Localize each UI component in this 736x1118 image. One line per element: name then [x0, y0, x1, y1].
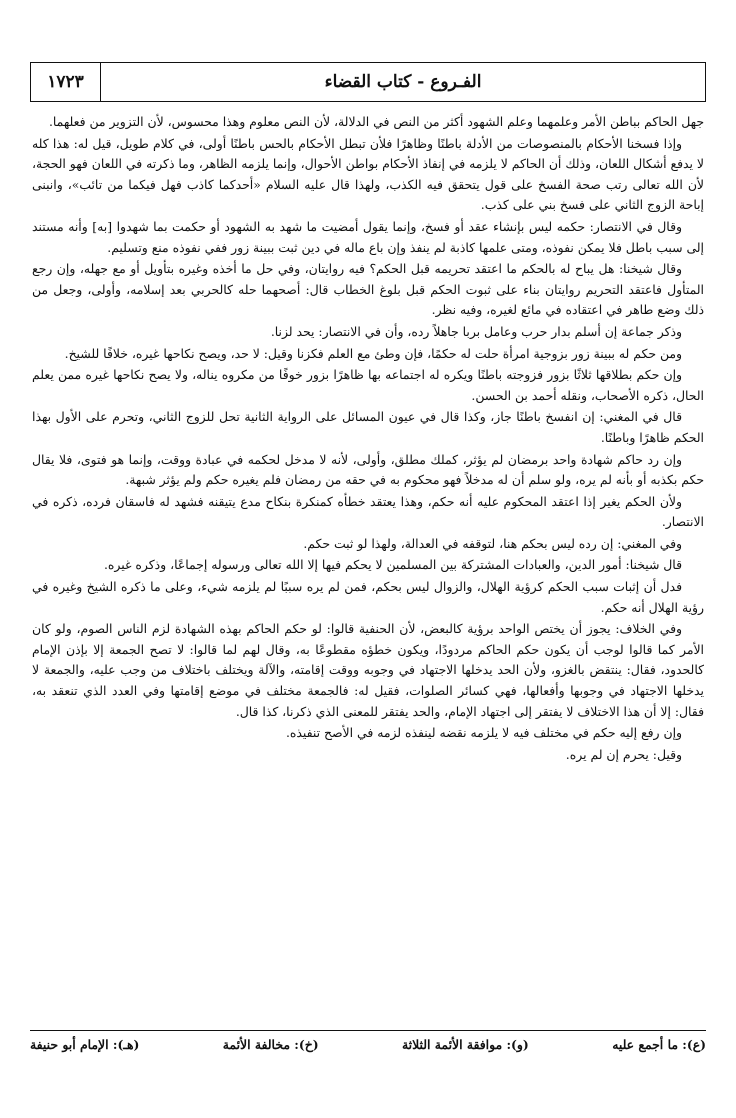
abbreviation-key — [30, 1037, 706, 1059]
paragraph: ولأن الحكم يغير إذا اعتقد المحكوم عليه أنه حكم، وهذا يعتقد خطأه كمنكرة بنكاح مدع يتيقنه فشهد له فاسقان فرده، ذكره في الانتصار. — [32, 493, 704, 530]
footer-abbrev: (و): موافقة الأئمة الثلاثة — [402, 1037, 529, 1052]
paragraph: قال شيخنا: أمور الدين، والعبادات المشتركة بين المسلمين لا يحكم فيها إلا الله تعالى ورسوله إجماعًا، وذكره غيره. — [103, 557, 682, 573]
paragraph: جهل الحاكم بباطن الأمر وعلمهما وعلم الشهود أكثر من النص في الدلالة، لأن النص معلوم وهذا محسوس، لأن التزوير من فعلهما. — [48, 114, 704, 129]
paragraph: وإن رد حاكم شهادة واحد برمضان لم يؤثر، كملك مطلق، وأولى، لأنه لا مدخل لحكمه في عبادة ووقت، وإنما هو فتوى، فلا يقال حكم بكذبه أو بأنه لم يره، ولو سلم أن له مدخلاً فهو محكوم به في حقه من رمضان فلم يغيره حكم ولم يؤثر شبهة. — [32, 451, 704, 488]
book-page — [30, 62, 706, 1102]
footer-divider — [30, 1030, 706, 1031]
footer-abbrev: (خ): مخالفة الأئمة — [222, 1037, 319, 1052]
paragraph: قال في المغني: إن انفسخ باطنًا جاز، وكذا قال في عيون المسائل على الرواية الثانية تحل للزوج الثاني، وتحرم على الأول بهذا الحكم ظاهرًا وباطنًا. — [32, 409, 704, 445]
paragraph: وقال شيخنا: هل يباح له بالحكم ما اعتقد تحريمه قبل الحكم؟ فيه روايتان، وفي حل ما أخذه وغيره بتأويل أو مع جهله، وإن رجع المتأول فاعتقد التحريم روايتان بناء على ثبوت الحكم قبل بلوغ الخطاب قال: أصحهما حله كالحربي بعد إسلامه، وأولى، وجعل من ذلك وضع طاهر في اعتقاده في مائع لغيره، وفيه نظر. — [32, 261, 704, 318]
paragraph: وقيل: يحرم إن لم يره. — [565, 746, 682, 762]
footer-abbrev: (ع): ما أجمع عليه — [612, 1037, 706, 1052]
paragraph: وإن حكم بطلاقها ثلاثًا بزور فزوجته باطنًا ويكره له اجتماعه بها ظاهرًا بزور خوفًا من مكروه يناله، ولا يصح نكاحها غيره ممن يعلم الحال، ذكره الأصحاب، ونقله أحمد بن الحسن. — [32, 367, 704, 403]
paragraph: وقال في الانتصار: حكمه ليس بإنشاء عقد أو فسخ، وإنما يقول أمضيت ما شهد به الشهود أو حكمت بما شهدوا [به] وأنه مستند إلى سبب باطل فلا يمكن نفوذه، ومتى علمها كاذبة لم ينفذ وإن باع ماله في دين ثبت ببينة زور ففي نفوذه منع وتسليم. — [32, 218, 704, 255]
main-text — [32, 112, 704, 987]
paragraph: وفي الخلاف: يجوز أن يختص الواحد برؤية كالبعض، لأن الحنفية قالوا: لو حكم الحاكم بهذه الشهادة لزم الناس الصوم، ولو كان الأمر كما قالوا لوجب أن يكون حكم الحاكم مردودًا، ويكون خطؤه مقطوعًا به، وقال لهم لما قالوا: لا تصح الجمعة إلا بإذن الإمام كالحدود، فقال: ينتقض بالغزو، ولأن الحد يدخلها الاجتهاد في وجوبه ووقت إقامته، والآلة ويختلف باختلاف من وجب عليه، والجمعة لا يدخلها الاجتهاد في وجوبها وأفعالها، فهي كسائر الصلوات، فقيل له: فالجمعة مختلف في موضع إقامتها وفي العدد الذي تنعقد به، فقال: إلا أن هذا الاختلاف لا يفتقر إلى اجتهاد الإمام، والحد يفتقر للمعنى الذي ذكرنا، كذا قال. — [32, 621, 704, 719]
paragraph: ومن حكم له ببينة زور بزوجية امرأة حلت له حكمًا، فإن وطئ مع العلم فكزنا وقيل: لا حد، ويصح نكاحها غيره، خلافًا للشيخ. — [64, 345, 682, 361]
footer-abbrev: (هـ): الإمام أبو حنيفة — [30, 1037, 140, 1052]
paragraph: وذكر جماعة إن أسلم بدار حرب وعامل بربا جاهلاً رده، وأن في الانتصار: يحد لزنا. — [270, 323, 682, 339]
page-title: الفـروع - كتاب القضاء — [324, 72, 482, 92]
paragraph: وفي المغني: إن رده ليس بحكم هنا، لتوقفه في العدالة، ولهذا لو ثبت حكم. — [303, 535, 682, 551]
page-header — [30, 62, 706, 102]
paragraph: وإن رفع إليه حكم في مختلف فيه لا يلزمه نقضه لينفذه لزمه في الأصح تنفيذه. — [285, 725, 682, 741]
page-number: ١٧٢٣ — [31, 63, 101, 101]
paragraph: وإذا فسخنا الأحكام بالمنصوصات من الأدلة باطنًا وظاهرًا فلأن تبطل الأحكام بالحس باطنًا أولى، في كلام طويل، قيل له: هذا كله لا يدفع أشكال اللعان، وذلك أن الحاكم لا يلزمه في إنفاذ الأحكام بواطن الأحوال، وإنما يلزمه الظاهر، وما ذكرته في اللعان فهو الحجة، لأن الله تعالى رتب صحة الفسخ على قول يتحقق فيه الكذب، ولهذا قال عليه السلام «أحدكما كاذب فهل فيكما من تائب»، وانبنى إباحة الزوج الثاني على فسخ بني على كذب. — [32, 135, 704, 213]
paragraph: فدل أن إثبات سبب الحكم كرؤية الهلال، والزوال ليس بحكم، فمن لم يره سببًا لم يلزمه شيء، وعلى ما ذكره الشيخ وغيره في رؤية الهلال أنه حكم. — [32, 579, 704, 615]
